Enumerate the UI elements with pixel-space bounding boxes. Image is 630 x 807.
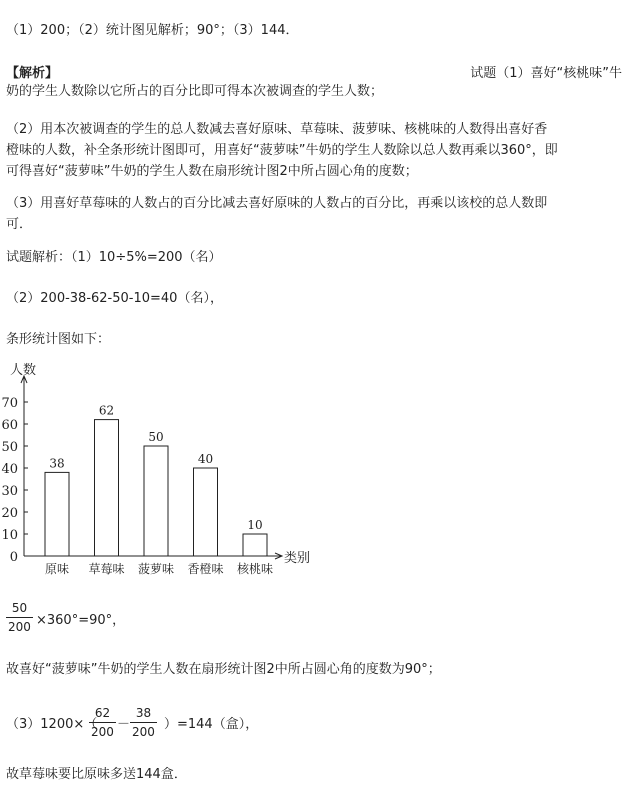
bar-chart — [0, 362, 330, 582]
y-tick-label: 40 — [1, 462, 18, 477]
category-label: 原味 — [44, 562, 70, 576]
analysis-p2-line: 可得喜好“菠萝味”牛奶的学生人数在扇形统计图2中所占圆心角的度数； — [6, 164, 418, 179]
bar — [45, 472, 69, 556]
minus-sign: － — [117, 717, 131, 732]
bar — [95, 420, 119, 556]
y-axis-label: 人数 — [10, 363, 37, 378]
category-label: 香橙味 — [187, 562, 224, 576]
fraction-50-200 — [6, 600, 33, 635]
analysis-intro: 试题（1）喜好“核桃味”牛 — [470, 66, 622, 81]
fraction-bar — [89, 722, 116, 723]
bar — [144, 446, 168, 556]
analysis-paragraph-2 — [6, 119, 624, 182]
y-tick-label: 10 — [1, 528, 18, 543]
fraction-denominator: 200 — [132, 725, 155, 739]
fraction-numerator: 38 — [135, 706, 152, 720]
step3-suffix: ）=144（盒）， — [164, 717, 259, 732]
y-tick-label: 30 — [1, 484, 18, 499]
y-tick-label: 50 — [1, 440, 18, 455]
bar-value-label: 38 — [49, 456, 65, 471]
y-tick-label: 70 — [1, 396, 18, 411]
bar-value-label: 10 — [247, 518, 263, 532]
analysis-line1: 奶的学生人数除以它所占的百分比即可得本次被调查的学生人数； — [6, 84, 384, 99]
bar-value-label: 62 — [98, 403, 115, 418]
step3-prefix: （3）1200×（ — [6, 717, 98, 732]
solution-step-1: 试题解析：（1）10÷5%=200（名） — [6, 250, 222, 265]
bar-value-label: 40 — [197, 452, 214, 466]
analysis-p3-line: （3）用喜好草莓味的人数占的百分比减去喜好原味的人数占的百分比，再乘以该校的总人数即 — [6, 196, 548, 211]
fraction-bar — [130, 722, 157, 723]
analysis-p2-line: 橙味的人数，补全条形统计图即可，用喜好“菠萝味”牛奶的学生人数除以总人数再乘以360°，即 — [6, 143, 558, 158]
analysis-p3-line: 可． — [6, 217, 33, 232]
analysis-heading: 【解析】 — [6, 66, 59, 81]
fraction-tail: ×360°=90°， — [36, 613, 126, 628]
fraction-62-200 — [89, 705, 116, 740]
bar — [194, 468, 218, 556]
category-label: 菠萝味 — [137, 562, 175, 576]
solution-step-2: （2）200-38-62-50-10=40（名）， — [6, 291, 223, 306]
analysis-p2-line: （2）用本次被调查的学生的总人数减去喜好原味、草莓味、菠萝味、核桃味的人数得出喜好香 — [6, 122, 548, 137]
fraction-bar — [6, 617, 33, 618]
fraction-numerator: 50 — [11, 601, 28, 615]
solution-chart-intro: 条形统计图如下： — [6, 332, 111, 347]
conclusion-3: 故草莓味要比原味多送144盒． — [6, 767, 187, 782]
y-tick-label: 60 — [1, 418, 18, 433]
analysis-paragraph-3 — [6, 193, 624, 235]
conclusion-2: 故喜好“菠萝味”牛奶的学生人数在扇形统计图2中所占圆心角的度数为90°； — [6, 662, 441, 677]
fraction-38-200 — [130, 705, 157, 740]
bar-value-label: 50 — [148, 430, 164, 444]
answer-line: （1）200；（2）统计图见解析；90°；（3）144． — [6, 23, 299, 38]
fraction-denominator: 200 — [8, 620, 31, 634]
y-tick-label: 20 — [1, 506, 18, 521]
fraction-denominator: 200 — [91, 725, 114, 739]
x-axis-label: 类别 — [284, 551, 311, 566]
category-label: 草莓味 — [88, 562, 125, 576]
y-tick-label: 0 — [9, 550, 18, 565]
fraction-numerator: 62 — [94, 706, 111, 720]
bar — [243, 534, 267, 556]
category-label: 核桃味 — [236, 562, 274, 576]
